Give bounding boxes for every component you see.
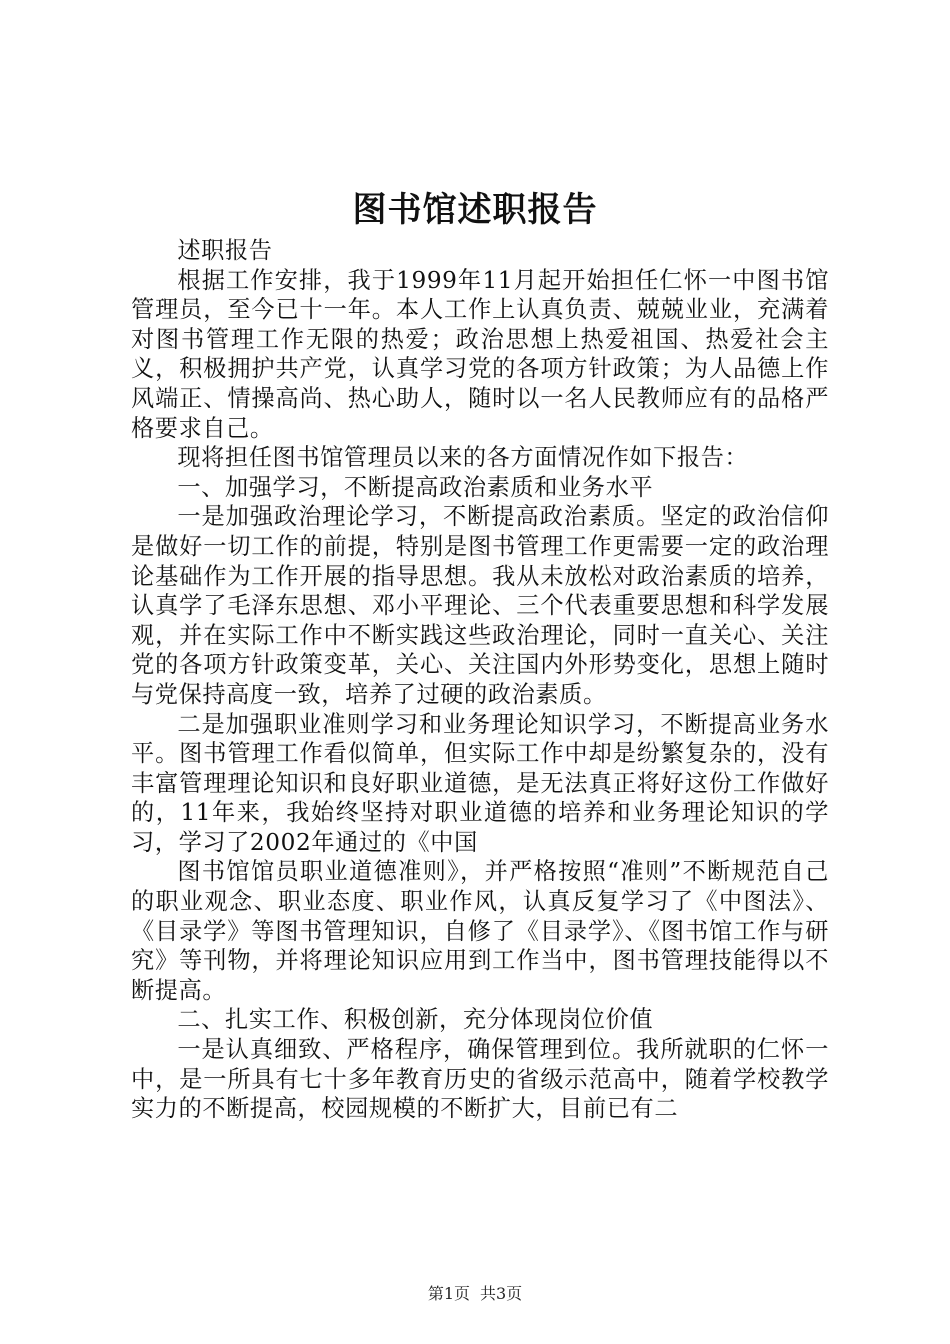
body-paragraph: 根据工作安排，我于1999年11月起开始担任仁怀一中图书馆管理员，至今已十一年。本人工作上认真负责、兢兢业业，充满着对图书管理工作无限的热爱；政治思想上热爱祖国、热爱社会主义，积极拥护共产党，认真学习党的各项方针政策；为人品德上作风端正、情操高尚、热心助人，随时以一名人民教师应有的品格严格要求自己。: [131, 266, 829, 442]
body-paragraph: 二是加强职业准则学习和业务理论知识学习，不断提高业务水平。图书管理工作看似简单，但实际工作中却是纷繁复杂的，没有丰富管理理论知识和良好职业道德，是无法真正将好这份工作做好的，11年来，我始终坚持对职业道德的培养和业务理论知识的学习，学习了2002年通过的《中国: [131, 710, 829, 856]
section-heading: 一、加强学习，不断提高政治素质和业务水平: [177, 473, 654, 501]
body-paragraph: 一是加强政治理论学习，不断提高政治素质。坚定的政治信仰是做好一切工作的前提，特别是图书管理工作更需要一定的政治理论基础作为工作开展的指导思想。我从未放松对政治素质的培养，认真学了毛泽东思想、邓小平理论、三个代表重要思想和科学发展观，并在实际工作中不断实践这些政治理论，同时一直关心、关注党的各项方针政策变革，关心、关注国内外形势变化，思想上随时与党保持高度一致，培养了过硬的政治素质。: [131, 503, 829, 708]
body-paragraph: 一是认真细致、严格程序，确保管理到位。我所就职的仁怀一中，是一所具有七十多年教育历史的省级示范高中，随着学校教学实力的不断提高，校园规模的不断扩大，目前已有二: [131, 1036, 829, 1123]
section-heading: 二、扎实工作、积极创新，充分体现岗位价值: [177, 1006, 654, 1034]
document-title: 图书馆述职报告: [352, 190, 598, 230]
body-paragraph: 图书馆馆员职业道德准则》，并严格按照“准则”不断规范自己的职业观念、职业态度、职业作风，认真反复学习了《中图法》、《目录学》等图书管理知识，自修了《目录学》、《图书馆工作与研究》等刊物，并将理论知识应用到工作当中，图书管理技能得以不断提高。: [131, 858, 829, 1004]
body-paragraph: 现将担任图书馆管理员以来的各方面情况作如下报告：: [177, 444, 749, 472]
document-body: [131, 236, 829, 1124]
page-number: 第1页: [427, 1284, 470, 1303]
page-total: 共3页: [480, 1284, 523, 1303]
page-footer: [0, 1283, 950, 1305]
body-paragraph: 述职报告: [177, 237, 273, 264]
